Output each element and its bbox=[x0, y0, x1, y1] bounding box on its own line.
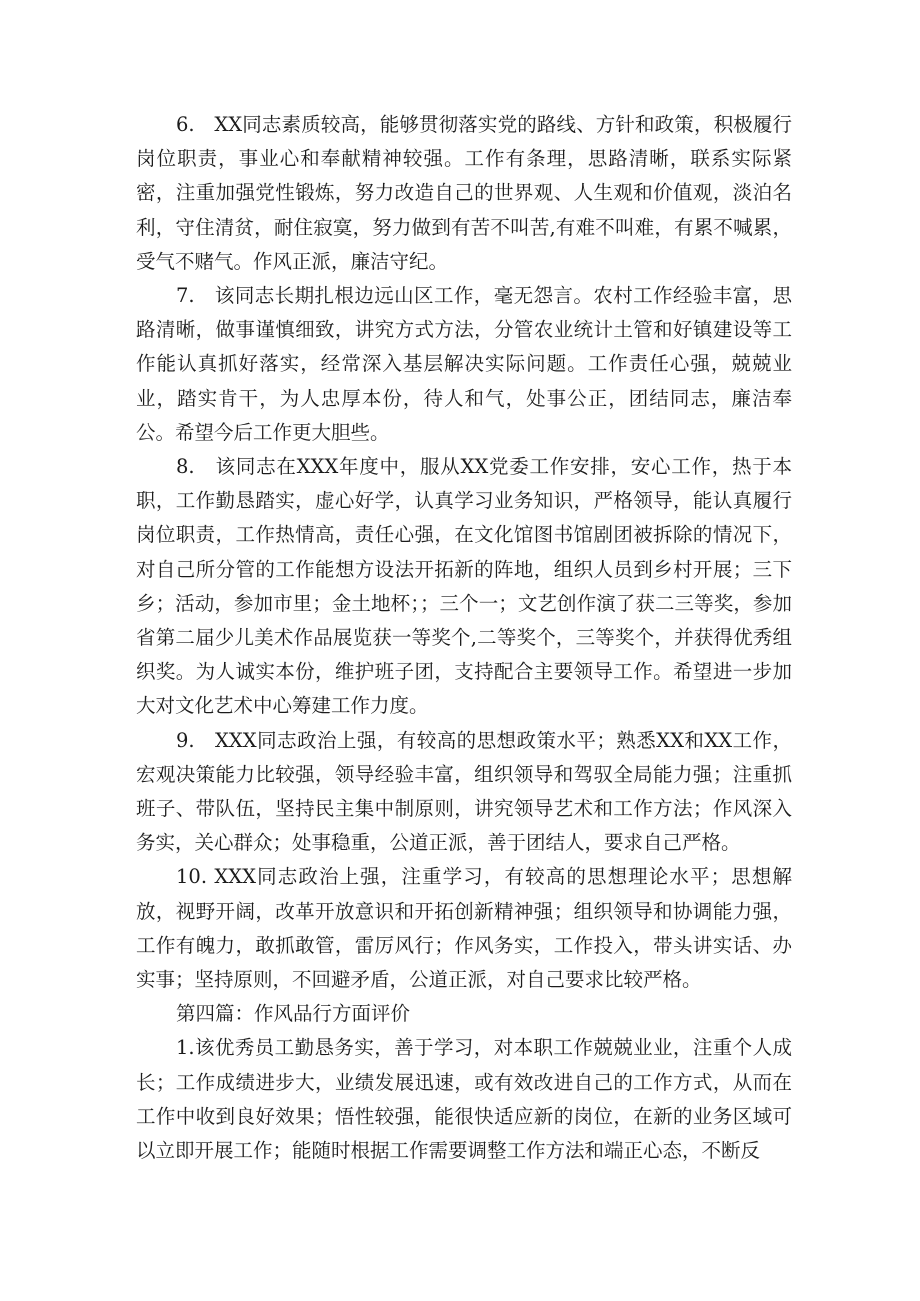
document-body bbox=[136, 108, 792, 1168]
evaluation-paragraph-8: 8. 该同志在XXX年度中，服从XX党委工作安排，安心工作，热于本职，工作勤恳踏实，虚心好学，认真学习业务知识，严格领导，能认真履行岗位职责，工作热情高，责任心强，在文化馆图书馆剧团被拆除的情况下，对自己所分管的工作能想方设法开拓新的阵地，组织人员到乡村开展；三下乡；活动，参加市里；金土地杯；；三个一；文艺创作演了获二三等奖，参加省第二届少儿美术作品展览获一等奖个,二等奖个，三等奖个，并获得优秀组织奖。为人诚实本份，维护班子团，支持配合主要领导工作。希望进一步加大对文化艺术中心筹建工作力度。 bbox=[136, 455, 792, 718]
evaluation-paragraph-7: 7. 该同志长期扎根边远山区工作，毫无怨言。农村工作经验丰富，思路清晰，做事谨慎细致，讲究方式方法，分管农业统计土管和好镇建设等工作能认真抓好落实，经常深入基层解决实际问题。工作责任心强，兢兢业业，踏实肯干，为人忠厚本份，待人和气，处事公正，团结同志，廉洁奉公。希望今后工作更大胆些。 bbox=[136, 284, 792, 444]
section-paragraph-1: 1.该优秀员工勤恳务实，善于学习，对本职工作兢兢业业，注重个人成长；工作成绩进步大，业绩发展迅速，或有效改进自己的工作方式，从而在工作中收到良好效果；悟性较强，能很快适应新的岗位，在新的业务区域可以立即开展工作；能随时根据工作需要调整工作方法和端正心态，不断反 bbox=[136, 1036, 792, 1163]
section-heading: 第四篇：作风品行方面评价 bbox=[176, 1002, 411, 1026]
evaluation-paragraph-10: 10. XXX同志政治上强，注重学习，有较高的思想理论水平；思想解放，视野开阔，改革开放意识和开拓创新精神强；组织领导和协调能力强，工作有魄力，敢抓敢管，雷厉风行；作风务实，工作投入，带头讲实话、办实事；坚持原则，不回避矛盾，公道正派，对自己要求比较严格。 bbox=[136, 865, 792, 992]
evaluation-paragraph-9: 9. XXX同志政治上强，有较高的思想政策水平；熟悉XX和XX工作，宏观决策能力比较强，领导经验丰富，组织领导和驾驭全局能力强；注重抓班子、带队伍，坚持民主集中制原则，讲究领导艺术和工作方法；作风深入务实，关心群众；处事稳重，公道正派，善于团结人，要求自己严格。 bbox=[136, 728, 792, 855]
evaluation-paragraph-6: 6. XX同志素质较高，能够贯彻落实党的路线、方针和政策，积极履行岗位职责，事业心和奉献精神较强。工作有条理，思路清晰，联系实际紧密，注重加强党性锻炼，努力改造自己的世界观、人生观和价值观，淡泊名利，守住清贫，耐住寂寞，努力做到有苦不叫苦,有难不叫难，有累不喊累，受气不赌气。作风正派，廉洁守纪。 bbox=[136, 113, 792, 273]
